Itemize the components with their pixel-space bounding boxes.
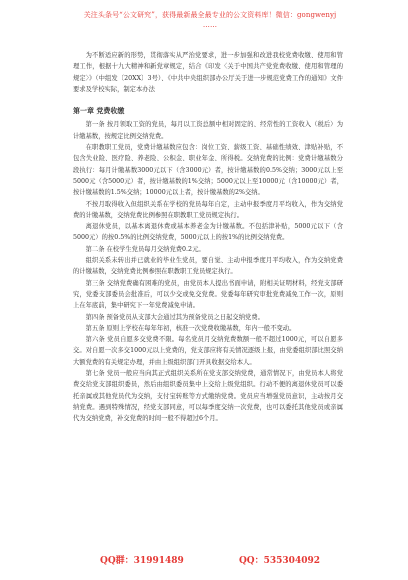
intro-paragraph: 为不断适应新的形势，贯彻落实从严治党要求，进一步加强和改进我校党费收缴、使用和管理工作，根据十九大精神和新党章规定，结合《印发〈关于中国共产党党费收缴、使用和管理的规定〉》（中组发〔20XX〕3号）、《中共中央组织部办公厅关于进一步规范党费工作的通知》文件要求及学校实际，制定本办法 [73, 52, 343, 93]
qq-number: QQ：535304092 [238, 556, 320, 566]
article-6: 第六条 党员自愿多交党费不限。每名党员月交纳党费数额一般不超过1000元，可以自愿多交。对自愿一次多交1000元以上党费的，党支部应将有关情况逐级上报，由党委组织部比照交纳大额党费的有关规定办理，并由上级组织部门开具收据交给本人。 [73, 336, 343, 366]
header-line-1: 关注头条号“公文研究”，获得最新最全最专业的公文资料库！微信：gongwenyj [83, 11, 337, 19]
article-1-para-4: 离退休党员，以基本离退休费或基本养老金为计缴基数。不包括津补贴，5000元以下（含5000元）的按0.5%的比例交纳党费，5000元以上的按1%的比例交纳党费。 [73, 223, 343, 242]
footer-contact [100, 553, 320, 566]
chapter-title: 第一章 党费收缴 [73, 106, 125, 116]
article-7: 第七条 党员一般应当向其正式组织关系所在党支部交纳党费，通常情况下，由党员本人将党费交给党支部组织委员，然后由组织委员集中上交给上级党组织。行动不便的离退休党员可以委托亲属或其他党员代为交纳，支付宝转账等方式缴纳党费。党员应当增强党员意识，主动按月交纳党费。遇到特殊情况，经党支部同意，可以每季度交纳一次党费，也可以委托其他党员或亲属代为交纳党费，补交党费的时间一般不得超过6个月。 [73, 370, 343, 423]
article-2-para-2: 组织关系未转出并已就业的毕业生党员，要自觉、主动申报季度月平均收入，作为交纳党费的计缴基数，交纳党费比例参照在职教职工党员规定执行。 [73, 257, 343, 276]
article-1-para-2: 在职教职工党员，党费计缴基数应包含：岗位工资、薪级工资、基础性绩效、津贴补贴，不包含失业险、医疗险、养老险、公积金、职业年金、所得税。交纳党费的比例：党费计缴基数分段执行：每月计缴基数3000元以下（含3000元）者，按计缴基数的0.5%交纳；3000元以上至5000元（含5000元）者，按计缴基数的1%交纳；5000元以上至10000元（含10000元）者，按计缴基数的1.5%交纳；10000元以上者，按计缴基数的2%交纳。 [73, 144, 343, 197]
header-banner [60, 10, 360, 30]
article-1: 第一条 按月领取工资的党员，每月以工资总额中相对固定的、经常性的工资收入（税后）为计缴基数，按规定比例交纳党费。 [73, 121, 343, 140]
article-5: 第五条 原则上学校在每年年初，核准一次党费收缴基数，年内一般不变动。 [85, 324, 296, 332]
document-body [73, 50, 343, 425]
spacer [73, 95, 343, 101]
article-1-para-3: 不按月取得收入但组织关系在学校的党员每年自定，主动申报季度月平均收入，作为交纳党费的计缴基数，交纳党费比例参照在职教职工党员规定执行。 [73, 200, 343, 219]
article-2: 第二条 在校学生党员每月交纳党费0.2元。 [85, 245, 205, 253]
article-3: 第三条 交纳党费确有困难的党员，由党员本人提出书面申请，附相关证明材料，经党支部研究，党委支部委员会批准后，可以少交或免交党费。党委每年研究审批党费减免工作一次，原则上在年底前，集中研究下一年党费减免申请。 [73, 279, 343, 310]
header-line-2: …… [202, 21, 218, 29]
article-4: 第四条 预备党员从支部大会通过其为预备党员之日起交纳党费。 [85, 313, 264, 321]
qq-group: QQ群：31991489 [100, 556, 184, 566]
